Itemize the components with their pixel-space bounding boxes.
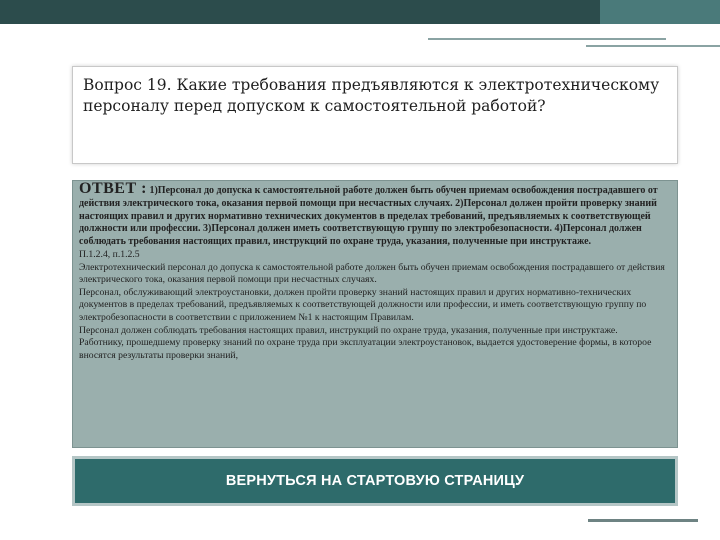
footer-link-mark: [588, 519, 698, 522]
top-banner-accent: [600, 0, 720, 24]
answer-paragraph-2: Персонал, обслуживающий электроустановки, должен пройти проверку знаний настоящих правил и других нормативно-технических документов в пределах требований, предъявляемых к соответствующей должности или профессии, и иметь соответствующую группу по электробезопасности в соответствии с приложением №1 к настоящим Правилам.: [79, 286, 647, 323]
answer-label: ОТВЕТ :: [79, 180, 147, 197]
back-to-start-label: ВЕРНУТЬСЯ НА СТАРТОВУЮ СТРАНИЦУ: [225, 473, 525, 489]
answer-summary: [79, 180, 671, 249]
decor-line-1: [428, 38, 666, 40]
decor-line-2: [586, 45, 720, 47]
answer-summary-text: 1)Персонал до допуска к самостоятельной работе должен быть обучен приемам освобождения пострадавшего от действия электрического тока, оказания первой помощи при несчастных случаях. 2)Персонал должен пройти проверку знаний настоящих правил и других нормативно технических документов в пределах требований, предъявляемых к соответствующей должности или профессии. 3)Персонал должен иметь соответствующую группу по электробезопасности. 4)Персонал должен соблюдать требования настоящих правил, инструкций по охране труда, указания, полученные при инструктаже.: [79, 185, 658, 248]
answer-reference: П.1.2.4, п.1.2.5: [79, 248, 140, 260]
answer-paragraph-1: Электротехнический персонал до допуска к самостоятельной работе должен быть обучен приемам освобождения пострадавшего от действия электрического тока, оказания первой помощи при несчастных случаях.: [79, 261, 665, 286]
answer-paragraph-4: Работнику, прошедшему проверку знаний по охране труда при эксплуатации электроустановок, выдается удостоверение формы, в которое вносятся результаты проверки знаний,: [79, 337, 652, 361]
answer-paragraph-3: Персонал должен соблюдать требования настоящих правил, инструкций по охране труда, указания, полученные при инструктаже.: [79, 324, 618, 336]
back-to-start-button[interactable]: [72, 456, 678, 506]
question-text: Вопрос 19. Какие требования предъявляются к электротехническому персоналу перед допуском к самостоятельной работой?: [83, 76, 660, 115]
answer-box: [72, 180, 678, 448]
question-box: [72, 66, 678, 164]
